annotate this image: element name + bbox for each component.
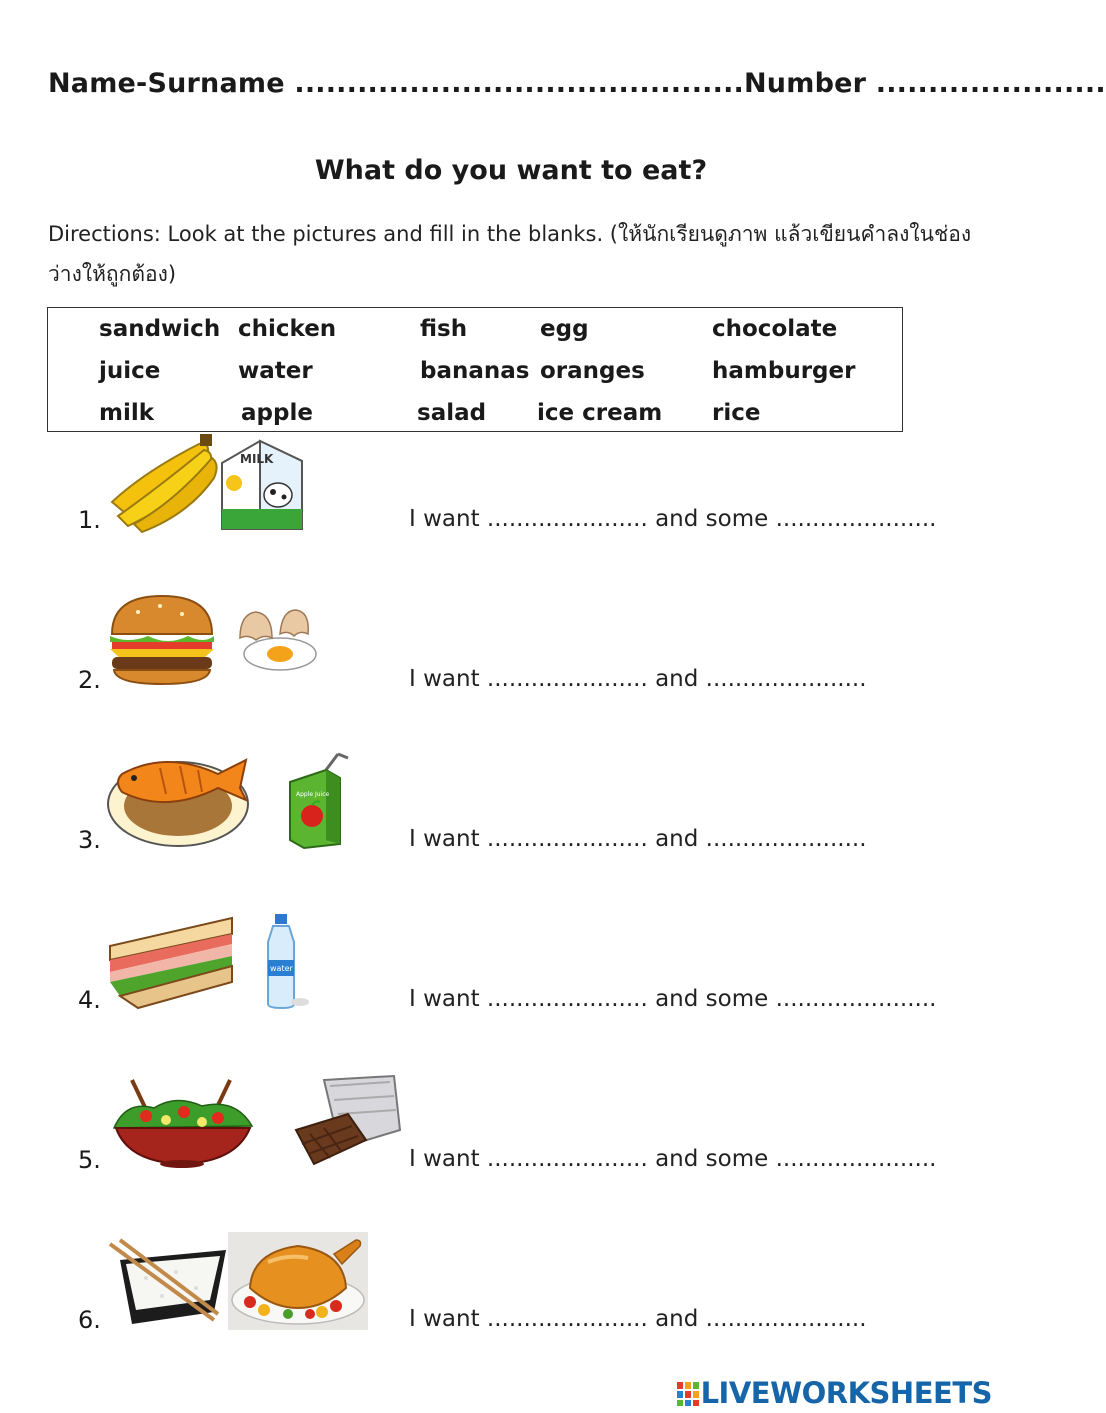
water-bottle-image (262, 912, 310, 1010)
question-number: 1. (78, 506, 101, 534)
answer-blank[interactable]: ...................... (486, 1146, 648, 1172)
salad-bowl-image (106, 1076, 258, 1168)
number-label: Number (744, 68, 867, 99)
sentence-joiner: and (655, 1306, 699, 1332)
question-sentence (409, 986, 936, 1012)
page-title: What do you want to eat? (314, 155, 708, 186)
name-number-line (48, 68, 1106, 99)
word-bank-item: rice (712, 400, 761, 426)
sentence-lead: I want (409, 506, 480, 532)
sentence-lead: I want (409, 666, 480, 692)
word-bank-item: chocolate (712, 316, 838, 342)
liveworksheets-logo (677, 1376, 992, 1410)
answer-blank[interactable]: ...................... (705, 826, 867, 852)
sentence-joiner: and (655, 666, 699, 692)
answer-blank[interactable]: ...................... (705, 1306, 867, 1332)
answer-blank[interactable]: ...................... (486, 826, 648, 852)
sentence-joiner: and some (655, 986, 769, 1012)
word-bank-item: oranges (540, 358, 645, 384)
number-field-dots[interactable]: ...................... (875, 68, 1106, 99)
word-bank-item: bananas (420, 358, 530, 384)
question-number: 4. (78, 986, 101, 1014)
egg-image (236, 608, 318, 674)
question-sentence (409, 1146, 936, 1172)
word-bank-item: juice (99, 358, 161, 384)
word-bank-item: water (238, 358, 313, 384)
sentence-joiner: and some (655, 1146, 769, 1172)
answer-blank[interactable]: ...................... (486, 506, 648, 532)
word-bank (47, 307, 903, 432)
answer-blank[interactable]: ...................... (775, 1146, 937, 1172)
name-field-dots[interactable]: ........................................... (294, 68, 745, 99)
bananas-image (104, 432, 224, 532)
milk-carton-image (218, 437, 304, 531)
question-sentence (409, 1306, 867, 1332)
fish-plate-image (106, 754, 252, 848)
word-bank-item: chicken (238, 316, 337, 342)
question-sentence (409, 826, 867, 852)
water-bottle-text: water (270, 964, 293, 973)
question-number: 5. (78, 1146, 101, 1174)
answer-blank[interactable]: ...................... (705, 666, 867, 692)
hamburger-image (108, 594, 216, 686)
answer-blank[interactable]: ...................... (486, 666, 648, 692)
roast-chicken-image (228, 1232, 368, 1330)
sentence-lead: I want (409, 826, 480, 852)
sentence-lead: I want (409, 986, 480, 1012)
word-bank-item: milk (99, 400, 155, 426)
sentence-lead: I want (409, 1306, 480, 1332)
apple-juice-box-image (286, 752, 352, 850)
word-bank-item: apple (241, 400, 313, 426)
word-bank-item: egg (540, 316, 589, 342)
sentence-joiner: and some (655, 506, 769, 532)
logo-text: LIVEWORKSHEETS (700, 1376, 992, 1410)
chocolate-bar-image (290, 1074, 402, 1168)
question-sentence (409, 666, 867, 692)
word-bank-item: salad (417, 400, 487, 426)
question-sentence (409, 506, 936, 532)
word-bank-item: ice cream (537, 400, 663, 426)
name-label: Name-Surname (48, 68, 285, 99)
answer-blank[interactable]: ...................... (775, 986, 937, 1012)
liveworksheets-mark-icon (677, 1382, 699, 1406)
sentence-joiner: and (655, 826, 699, 852)
word-bank-item: sandwich (99, 316, 221, 342)
word-bank-item: fish (420, 316, 468, 342)
word-bank-item: hamburger (712, 358, 856, 384)
directions-text: Directions: Look at the pictures and fill in the blanks. (ให้นักเรียนดูภาพ แล้วเขียนคำลงในช่องว่างให้ถูกต้อง) (48, 222, 972, 286)
answer-blank[interactable]: ...................... (775, 506, 937, 532)
answer-blank[interactable]: ...................... (486, 986, 648, 1012)
sentence-lead: I want (409, 1146, 480, 1172)
question-number: 3. (78, 826, 101, 854)
answer-blank[interactable]: ...................... (486, 1306, 648, 1332)
milk-carton-text: MILK (240, 452, 274, 466)
sandwich-image (108, 916, 236, 1010)
question-number: 6. (78, 1306, 101, 1334)
question-number: 2. (78, 666, 101, 694)
juice-box-text: Apple Juice (296, 791, 330, 798)
rice-bowl-image (106, 1238, 228, 1328)
